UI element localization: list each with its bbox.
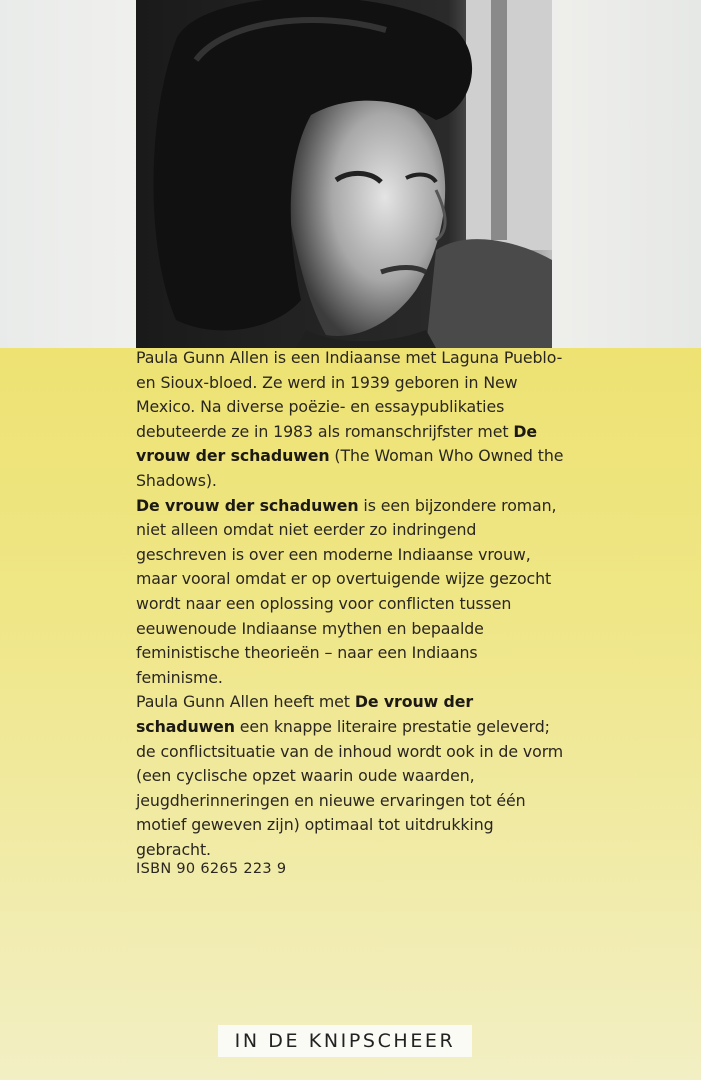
blurb-text bbox=[136, 346, 568, 862]
author-photo bbox=[136, 0, 552, 348]
blurb-p3-rest: een knappe literaire prestatie geleverd; de conflictsituatie van de inhoud wordt ook in de vorm (een cyclische opzet waarin oude waarden, jeugdherinneringen en nieuwe ervaringen tot één motief geweven zijn) optimaal tot uitdrukking gebracht. bbox=[136, 716, 564, 859]
blurb-p1-rest: (The Woman Who Owned the Shadows). bbox=[136, 446, 564, 490]
book-title: De vrouw der schaduwen bbox=[136, 421, 537, 466]
book-title: De vrouw der schaduwen bbox=[136, 692, 474, 736]
blurb-p1-intro: Paula Gunn Allen is een Indiaanse met Laguna Pueblo- en Sioux-bloed. Ze werd in 1939 geboren in New Mexico. Na diverse poëzie- en essaypublikaties debuteerde ze in 1983 als romanschrijfster met bbox=[136, 348, 563, 441]
isbn: ISBN 90 6265 223 9 bbox=[136, 861, 287, 877]
blurb-paragraph-2 bbox=[136, 494, 568, 691]
blurb-p3-intro: Paula Gunn Allen heeft met bbox=[136, 692, 355, 712]
blurb-paragraph-1 bbox=[136, 346, 568, 494]
book-title: De vrouw der schaduwen bbox=[136, 495, 359, 515]
publisher-label: IN DE KNIPSCHEER bbox=[218, 1025, 472, 1057]
blurb-paragraph-3 bbox=[136, 690, 568, 862]
blurb-p2-rest: is een bijzondere roman, niet alleen omdat niet eerder zo indringend geschreven is over een moderne Indiaanse vrouw, maar vooral omdat er op overtuigende wijze gezocht wordt naar een oplossing voor conflicten tussen eeuwenoude Indiaanse mythen en bepaalde feministische theorieën – naar een Indiaans feminisme. bbox=[136, 495, 557, 687]
